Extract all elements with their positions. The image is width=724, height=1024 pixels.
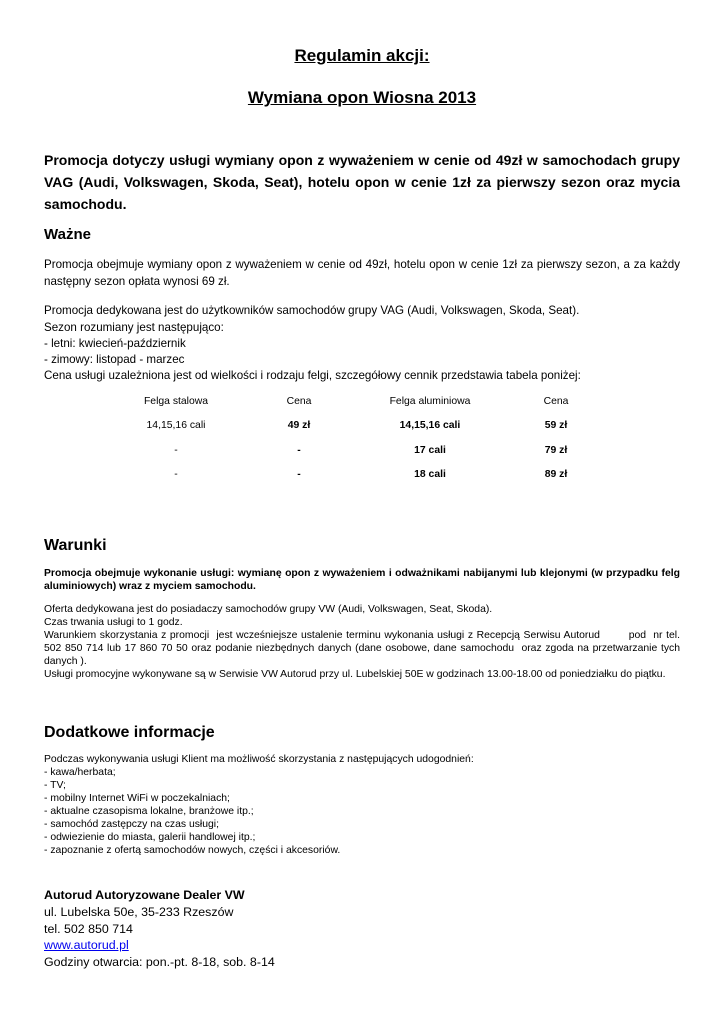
- list-item: - TV;: [44, 780, 66, 791]
- table-cell: 89 zł: [544, 469, 568, 480]
- table-header-cell: Felga aluminiowa: [389, 396, 471, 407]
- table-header-cell: Cena: [286, 396, 312, 407]
- list-item: - samochód zastępczy na czas usługi;: [44, 819, 219, 830]
- wazne-line: - zimowy: listopad - marzec: [44, 353, 185, 366]
- table-cell: -: [174, 445, 178, 456]
- wazne-paragraph: Promocja obejmuje wymiany opon z wyważeniem w cenie od 49zł, hotelu opon w cenie 1zł za pierwszy sezon, a za każdy następny sezon opłata wynosi 69 zł.: [44, 258, 680, 288]
- wazne-line: Cena usługi uzależniona jest od wielkości i rodzaju felgi, szczegółowy cennik przedstawia tabela poniżej:: [44, 369, 581, 382]
- list-item: - kawa/herbata;: [44, 767, 116, 778]
- table-cell: -: [297, 469, 301, 480]
- lead-paragraph: Promocja dotyczy usługi wymiany opon z wyważeniem w cenie od 49zł w samochodach grupy VAG (Audi, Volkswagen, Skoda, Seat), hotelu opon w cenie 1zł za pierwszy sezon oraz mycia samochodu.: [44, 152, 680, 212]
- table-cell: 18 cali: [414, 469, 446, 480]
- document-subtitle: Wymiana opon Wiosna 2013: [247, 88, 477, 107]
- website-link[interactable]: www.autorud.pl: [44, 938, 129, 952]
- wazne-line: Sezon rozumiany jest następująco:: [44, 321, 224, 334]
- warunki-paragraph: Usługi promocyjne wykonywane są w Serwisie VW Autorud przy ul. Lubelskiej 50E w godzinach 13.00-18.00 od poniedziałku do piątku.: [44, 669, 666, 680]
- warunki-line: Czas trwania usługi to 1 godz.: [44, 617, 183, 628]
- contact-name: Autorud Autoryzowane Dealer VW: [44, 888, 245, 902]
- section-heading-warunki: Warunki: [44, 537, 107, 554]
- wazne-line: Promocja dedykowana jest do użytkowników samochodów grupy VAG (Audi, Volkswagen, Skoda, Seat).: [44, 304, 580, 317]
- table-cell: 79 zł: [544, 445, 568, 456]
- table-cell: 14,15,16 cali: [146, 420, 206, 431]
- contact-address: ul. Lubelska 50e, 35-233 Rzeszów: [44, 905, 234, 919]
- section-heading-wazne: Ważne: [44, 226, 91, 243]
- list-item: - aktualne czasopisma lokalne, branżowe itp.;: [44, 806, 254, 817]
- document-title: Regulamin akcji:: [294, 46, 430, 65]
- table-cell: 14,15,16 cali: [399, 420, 461, 431]
- list-item: - zapoznanie z ofertą samochodów nowych, części i akcesoriów.: [44, 845, 341, 856]
- list-item: - mobilny Internet WiFi w poczekalniach;: [44, 793, 230, 804]
- wazne-line: - letni: kwiecień-październik: [44, 337, 186, 350]
- warunki-bold-paragraph: Promocja obejmuje wykonanie usługi: wymianę opon z wyważeniem i odważnikami nabijanymi lub klejonymi (w przypadku felg aluminiowych) wraz z myciem samochodu.: [44, 568, 680, 592]
- table-header-cell: Cena: [543, 396, 569, 407]
- warunki-paragraph: Warunkiem skorzystania z promocji jest wcześniejsze ustalenie terminu wykonania usługi z Recepcją Serwisu Autorud pod nr tel. 502 850 714 lub 17 860 70 50 oraz podanie niezbędnych danych (dane osobowe, dane samochodu oraz zgoda na przetwarzanie tych danych ).: [44, 630, 683, 667]
- table-cell: 17 cali: [414, 445, 446, 456]
- table-cell: 59 zł: [544, 420, 568, 431]
- dodatkowe-intro: Podczas wykonywania usługi Klient ma możliwość skorzystania z następujących udogodnień:: [44, 754, 474, 765]
- opening-hours: Godziny otwarcia: pon.-pt. 8-18, sob. 8-14: [44, 955, 275, 969]
- section-heading-dodatkowe: Dodatkowe informacje: [44, 724, 215, 741]
- warunki-line: Oferta dedykowana jest do posiadaczy samochodów grupy VW (Audi, Volkswagen, Seat, Skoda).: [44, 604, 493, 615]
- table-header-cell: Felga stalowa: [143, 396, 209, 407]
- table-cell: -: [297, 445, 301, 456]
- contact-phone: tel. 502 850 714: [44, 922, 133, 936]
- table-cell: -: [174, 469, 178, 480]
- list-item: - odwiezienie do miasta, galerii handlowej itp.;: [44, 832, 256, 843]
- table-cell: 49 zł: [287, 420, 311, 431]
